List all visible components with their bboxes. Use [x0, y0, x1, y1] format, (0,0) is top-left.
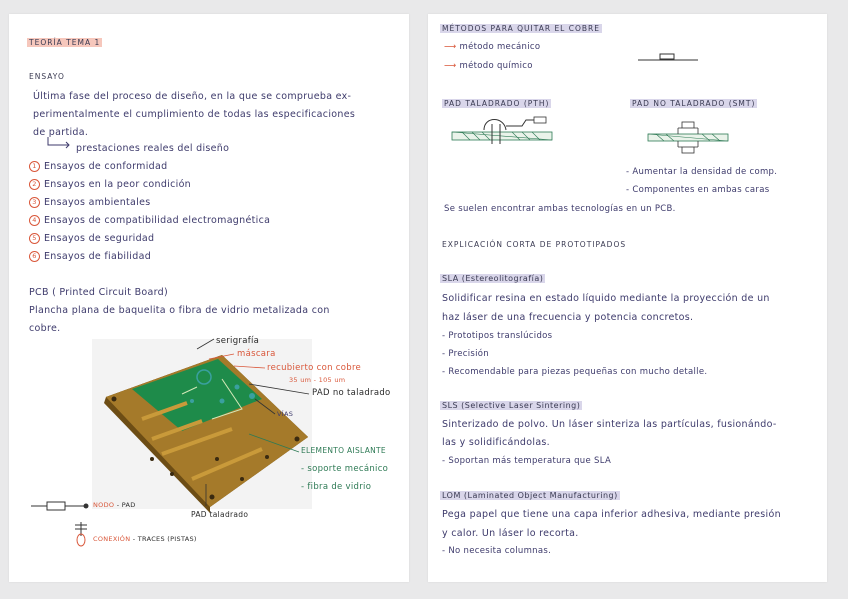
- list-item: 6 Ensayos de fiabilidad: [29, 251, 151, 262]
- sla-bullet-2: - Precisión: [442, 349, 489, 359]
- ensayo-para-line3: de partida.: [33, 127, 89, 138]
- label-espesor: 35 um - 105 um: [289, 376, 346, 384]
- pads-note-2: - Componentes en ambas caras: [626, 185, 770, 195]
- ensayo-para-line2: perimentalmente el cumplimiento de todas las especificaciones: [33, 109, 356, 120]
- list-item: 1 Ensayos de conformidad: [29, 161, 167, 172]
- list-item: ⟶ método mecánico: [444, 42, 541, 52]
- sls-bullet-1: - Soportan más temperatura que SLA: [442, 456, 612, 466]
- sls-line1: Sinterizado de polvo. Un láser sinteriza las partículas, fusionándo-: [442, 419, 777, 430]
- sls-line2: las y solidificándolas.: [442, 437, 551, 448]
- pads-note-1: - Aumentar la densidad de comp.: [626, 167, 778, 177]
- pcb-heading: PCB ( Printed Circuit Board): [29, 287, 168, 298]
- label-elemento-aislante: ELEMENTO AISLANTE: [301, 446, 386, 455]
- sla-heading: SLA (Estereolitografía): [442, 274, 544, 283]
- label-mascara: máscara: [237, 349, 276, 359]
- pads-both-note: Se suelen encontrar ambas tecnologías en un PCB.: [444, 204, 676, 214]
- pad-th-heading: PAD TALADRADO (PTH): [444, 99, 550, 108]
- label-pad-no-taladrado: PAD no taladrado: [312, 388, 391, 398]
- label-pad-taladrado: PAD taladrado: [191, 510, 249, 519]
- metodos-heading: MÉTODOS PARA QUITAR EL COBRE: [442, 24, 600, 33]
- sla-line1: Solidificar resina en estado líquido mediante la proyección de un: [442, 293, 770, 304]
- lom-bullet-1: - No necesita columnas.: [442, 546, 552, 556]
- left-page: [9, 14, 409, 582]
- lom-line2: y calor. Un láser lo recorta.: [442, 528, 579, 539]
- list-item: 5 Ensayos de seguridad: [29, 233, 154, 244]
- label-fibra: - fibra de vidrio: [301, 482, 372, 492]
- sls-heading: SLS (Selective Laser Sintering): [442, 401, 581, 410]
- list-item: 2 Ensayos en la peor condición: [29, 179, 191, 190]
- label-vias: VÍAS: [277, 410, 294, 418]
- legend-conexion: CONEXIÓN - TRACES (PISTAS): [93, 535, 197, 543]
- list-item: ⟶ método químico: [444, 61, 533, 71]
- cutting-tool-sketch: [638, 50, 698, 64]
- page-title: TEORÍA TEMA 1: [29, 38, 101, 47]
- ensayo-para-line1: Última fase del proceso de diseño, en la que se comprueba ex-: [33, 91, 352, 102]
- pth-cross-section-diagram: [452, 114, 552, 154]
- list-item: 3 Ensayos ambientales: [29, 197, 151, 208]
- lom-line1: Pega papel que tiene una capa inferior adhesiva, mediante presión: [442, 509, 781, 520]
- legend-nodo: NODO - PAD: [93, 501, 136, 509]
- smt-cross-section-diagram: [648, 114, 728, 166]
- label-serigrafia: serigrafía: [216, 336, 260, 346]
- lom-heading: LOM (Laminated Object Manufacturing): [442, 491, 618, 500]
- ensayo-heading: ENSAYO: [29, 72, 65, 81]
- arrow-note: prestaciones reales del diseño: [76, 143, 230, 154]
- label-soporte: - soporte mecánico: [301, 464, 389, 474]
- sla-bullet-3: - Recomendable para piezas pequeñas con mucho detalle.: [442, 367, 708, 377]
- right-page: [428, 14, 827, 582]
- sla-bullet-1: - Prototipos translúcidos: [442, 331, 553, 341]
- prototipos-heading: EXPLICACIÓN CORTA DE PROTOTIPADOS: [442, 240, 627, 249]
- list-item: 4 Ensayos de compatibilidad electromagnética: [29, 215, 270, 226]
- label-recubierto: recubierto con cobre: [267, 363, 362, 373]
- pcb-definition-line1: Plancha plana de baquelita o fibra de vidrio metalizada con: [29, 305, 330, 316]
- pad-smt-heading: PAD NO TALADRADO (SMT): [632, 99, 756, 108]
- sla-line2: haz láser de una frecuencia y potencia concretos.: [442, 312, 694, 323]
- pcb-definition-line2: cobre.: [29, 323, 61, 334]
